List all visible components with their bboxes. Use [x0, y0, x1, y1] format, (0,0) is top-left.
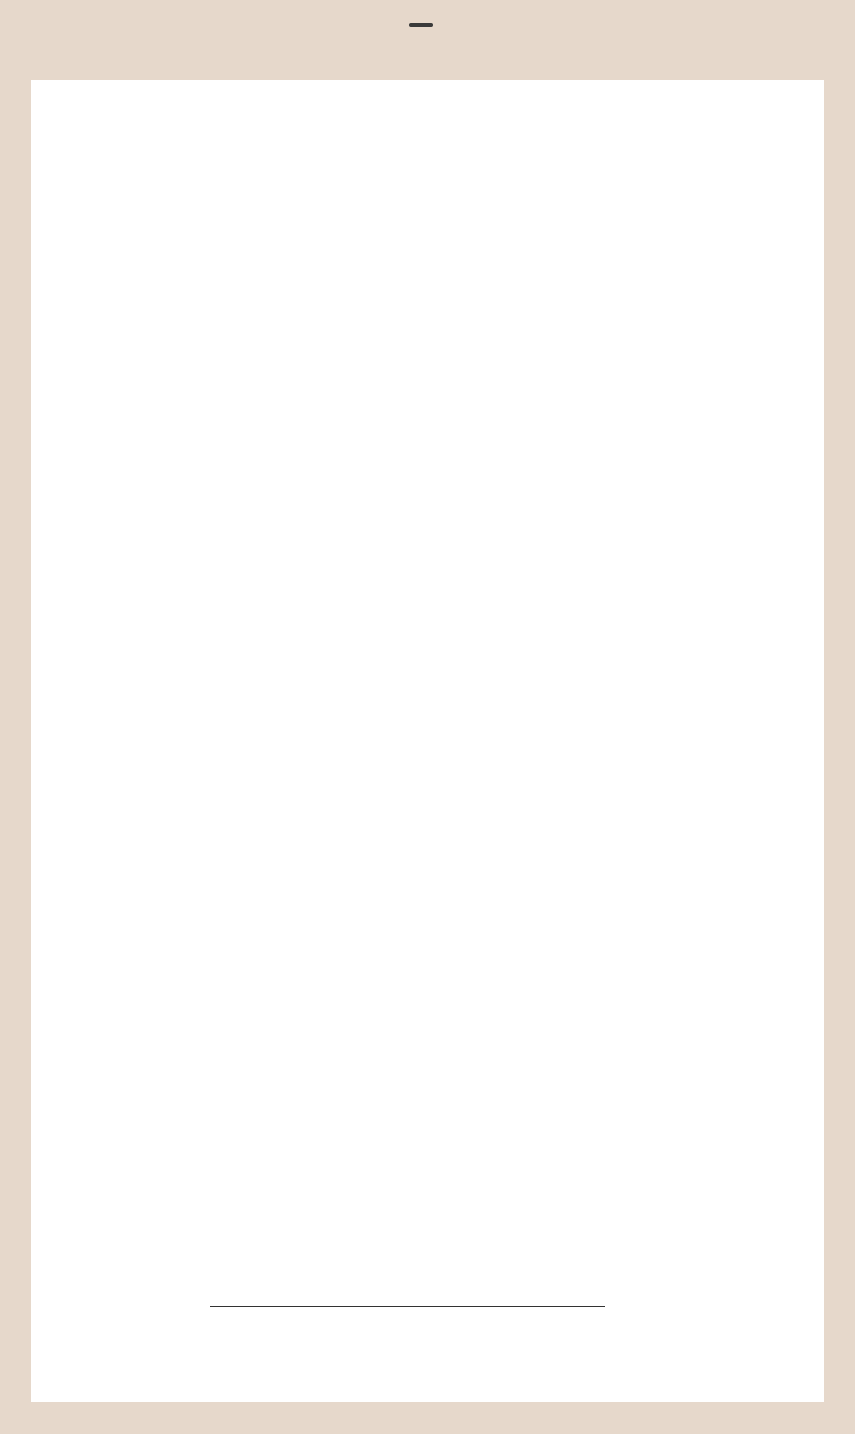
formula-fraction-bar — [210, 1306, 605, 1307]
